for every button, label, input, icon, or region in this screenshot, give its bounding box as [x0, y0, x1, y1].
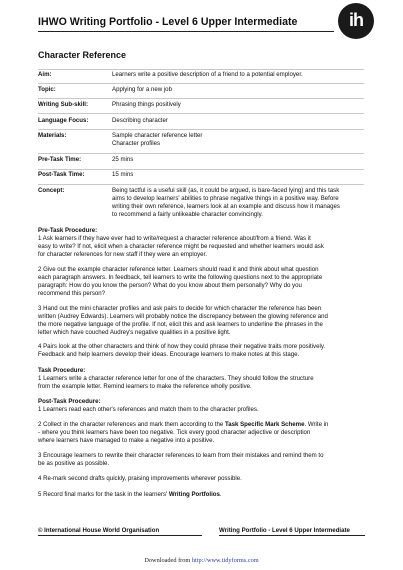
- grid-divider: [38, 69, 364, 70]
- post-task-step-5-text: .: [219, 491, 222, 498]
- pre-task-step-2-line: each paragraph answers. In feedback, tell learners to write the following questions next to the appropriate: [38, 274, 323, 281]
- pre-task-step-2-line: paragraph: How do you know the person? What do you know about them personally? Why do you: [38, 282, 302, 289]
- concept-label: Concept:: [38, 187, 65, 194]
- pre-task-step-3-line: letter which have couched Audrey's negative qualities in a positive light.: [38, 329, 231, 336]
- download-watermark: [0, 557, 403, 564]
- post-task-step-2-line: [38, 421, 368, 429]
- footer-divider: [219, 535, 365, 536]
- post-task-step-2-text: 2 Collect in the character references and mark them according to the: [38, 421, 225, 428]
- post-task-step-4: 4 Re-mark second drafts quickly, praising improvements wherever possible.: [38, 475, 242, 482]
- concept-line: Being tactful is a useful skill (as, it could be argued, is bare-faced lying) and this task: [112, 187, 340, 194]
- grid-divider: [38, 98, 364, 99]
- aim-value: Learners write a positive description of a friend to a potential employer.: [112, 71, 303, 78]
- materials-label: Materials:: [38, 132, 67, 139]
- post-task-step-2-line: where learners have managed to make a negative into a positive.: [38, 437, 215, 444]
- pre-task-step-2-line: 2 Give out the example character reference letter. Learners should read it and think about what question: [38, 266, 319, 273]
- mark-scheme-reference: Task Specific Mark Scheme: [224, 421, 305, 428]
- concept-line: writing their own reference, learners look at an example and discuss how it manages: [112, 203, 340, 210]
- pre-task-step-4-line: Feedback and help learners develop their ideas. Encourage learners to make notes at this stage.: [38, 351, 300, 358]
- grid-divider: [38, 169, 364, 170]
- post-task-heading: Post-Task Procedure:: [38, 398, 101, 405]
- aim-label: Aim:: [38, 71, 52, 78]
- watermark-link[interactable]: http://www.tidyforms.com: [191, 557, 259, 564]
- pre-task-heading: Pre-Task Procedure:: [38, 227, 98, 234]
- document-title: Character Reference: [38, 50, 127, 60]
- materials-value-line-1: Sample character reference letter: [112, 132, 203, 139]
- post-task-step-2-line: - where you think learners have been too negative. Tick every good character adjective or description: [38, 429, 311, 436]
- grid-divider: [38, 184, 364, 185]
- ih-logo-icon: ih: [338, 3, 374, 39]
- task-step-line: 1 Learners write a character reference letter for one of the characters. They should follow the structure: [38, 375, 314, 382]
- grid-divider: [38, 129, 364, 130]
- post-task-step-3-line: be as positive as possible.: [38, 460, 110, 467]
- post-task-step-5-text: 5 Record final marks for the task in the learners': [38, 491, 169, 498]
- language-focus-label: Language Focus:: [38, 117, 89, 124]
- writing-portfolios-reference: Writing Portfolios: [168, 491, 220, 498]
- pre-task-step-4-line: 4 Pairs look at the other characters and think of how they could phrase their negative traits more positively.: [38, 343, 326, 350]
- topic-label: Topic:: [38, 86, 56, 93]
- pre-task-step-1-line: easy to write? If not, elicit when a character reference might be requested and whether learners would ask: [38, 243, 324, 250]
- writing-sub-skill-value: Phrasing things positively: [112, 101, 181, 108]
- concept-line: aims to develop learners' abilities to phrase negative things in a positive way. Before: [112, 195, 339, 202]
- footer-copyright: © International House World Organisation: [38, 527, 160, 534]
- post-task-time-value: 15 mins: [112, 171, 134, 178]
- pre-task-time-value: 25 mins: [112, 156, 134, 163]
- writing-sub-skill-label: Writing Sub-skill:: [38, 101, 88, 108]
- task-step-line: from the example letter. Remind learners to make the reference wholly positive.: [38, 383, 252, 390]
- concept-line: to recommend a fairly unlikeable character convincingly.: [112, 211, 263, 218]
- footer-divider: [38, 535, 202, 536]
- pre-task-time-label: Pre-Task Time:: [38, 156, 82, 163]
- pre-task-step-1-line: for character references for new staff if they were an employer.: [38, 251, 207, 258]
- post-task-time-label: Post-Task Time:: [38, 171, 85, 178]
- grid-divider: [38, 113, 364, 114]
- pre-task-step-1-line: 1 Ask learners if they have ever had to write/request a character reference about/from a friend. Was it: [38, 235, 311, 242]
- language-focus-value: Describing character: [112, 117, 168, 124]
- grid-divider: [38, 153, 364, 154]
- pre-task-step-3-line: written (Audrey Edwards). Learners will probably notice the discrepancy between the glowing reference and: [38, 313, 328, 320]
- header-title: IHWO Writing Portfolio - Level 6 Upper Intermediate: [38, 16, 298, 28]
- pre-task-step-3-line: 3 Hand out the mini character profiles and ask pairs to decide for which character the reference has been: [38, 305, 322, 312]
- post-task-step-2-text: . Write in: [304, 421, 329, 428]
- header-divider: [38, 31, 334, 32]
- pre-task-step-3-line: the more negative language of the profile. If not, elicit this and ask learners to underline the phrases in the: [38, 321, 323, 328]
- pre-task-step-2-line: recommend this person?: [38, 290, 106, 297]
- post-task-step-5: [38, 491, 368, 499]
- footer-portfolio-title: Writing Portfolio - Level 6 Upper Intermediate: [219, 527, 350, 534]
- post-task-step-1: 1 Learners read each other's references and match them to the character profiles.: [38, 406, 259, 413]
- topic-value: Applying for a new job: [112, 86, 172, 93]
- watermark-prefix: Downloaded from: [144, 557, 192, 564]
- task-heading: Task Procedure:: [38, 367, 86, 374]
- post-task-step-3-line: 3 Encourage learners to rewrite their character references to learn from their mistakes and remind them to: [38, 452, 324, 459]
- materials-value-line-2: Character profiles: [112, 140, 161, 147]
- grid-divider: [38, 83, 364, 84]
